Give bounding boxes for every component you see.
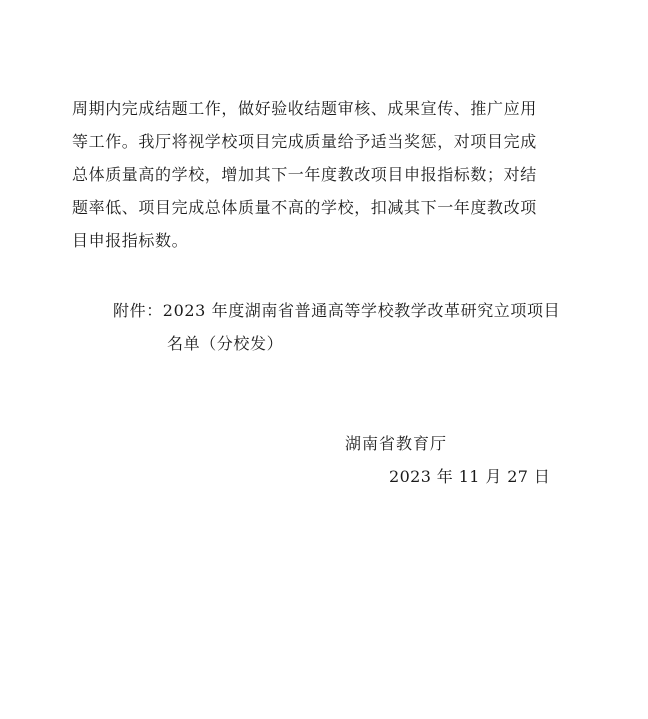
attachment-note bbox=[113, 294, 593, 360]
signature-block bbox=[345, 427, 585, 493]
issuing-organization: 湖南省教育厅 bbox=[345, 434, 448, 453]
paragraph-line: 周期内完成结题工作，做好验收结题审核、成果宣传、推广应用 bbox=[72, 99, 537, 118]
issue-date: 2023 年 11 月 27 日 bbox=[389, 467, 551, 486]
paragraph-line: 目申报指标数。 bbox=[72, 231, 189, 250]
attachment-line-1: 附件：2023 年度湖南省普通高等学校教学改革研究立项项目 bbox=[113, 301, 561, 320]
body-paragraph bbox=[72, 92, 580, 257]
paragraph-line: 总体质量高的学校，增加其下一年度教改项目申报指标数；对结 bbox=[72, 165, 537, 184]
paragraph-line: 题率低、项目完成总体质量不高的学校，扣减其下一年度教改项 bbox=[72, 198, 537, 217]
attachment-line-2: 名单（分校发） bbox=[167, 334, 284, 353]
paragraph-line: 等工作。我厅将视学校项目完成质量给予适当奖惩，对项目完成 bbox=[72, 132, 537, 151]
